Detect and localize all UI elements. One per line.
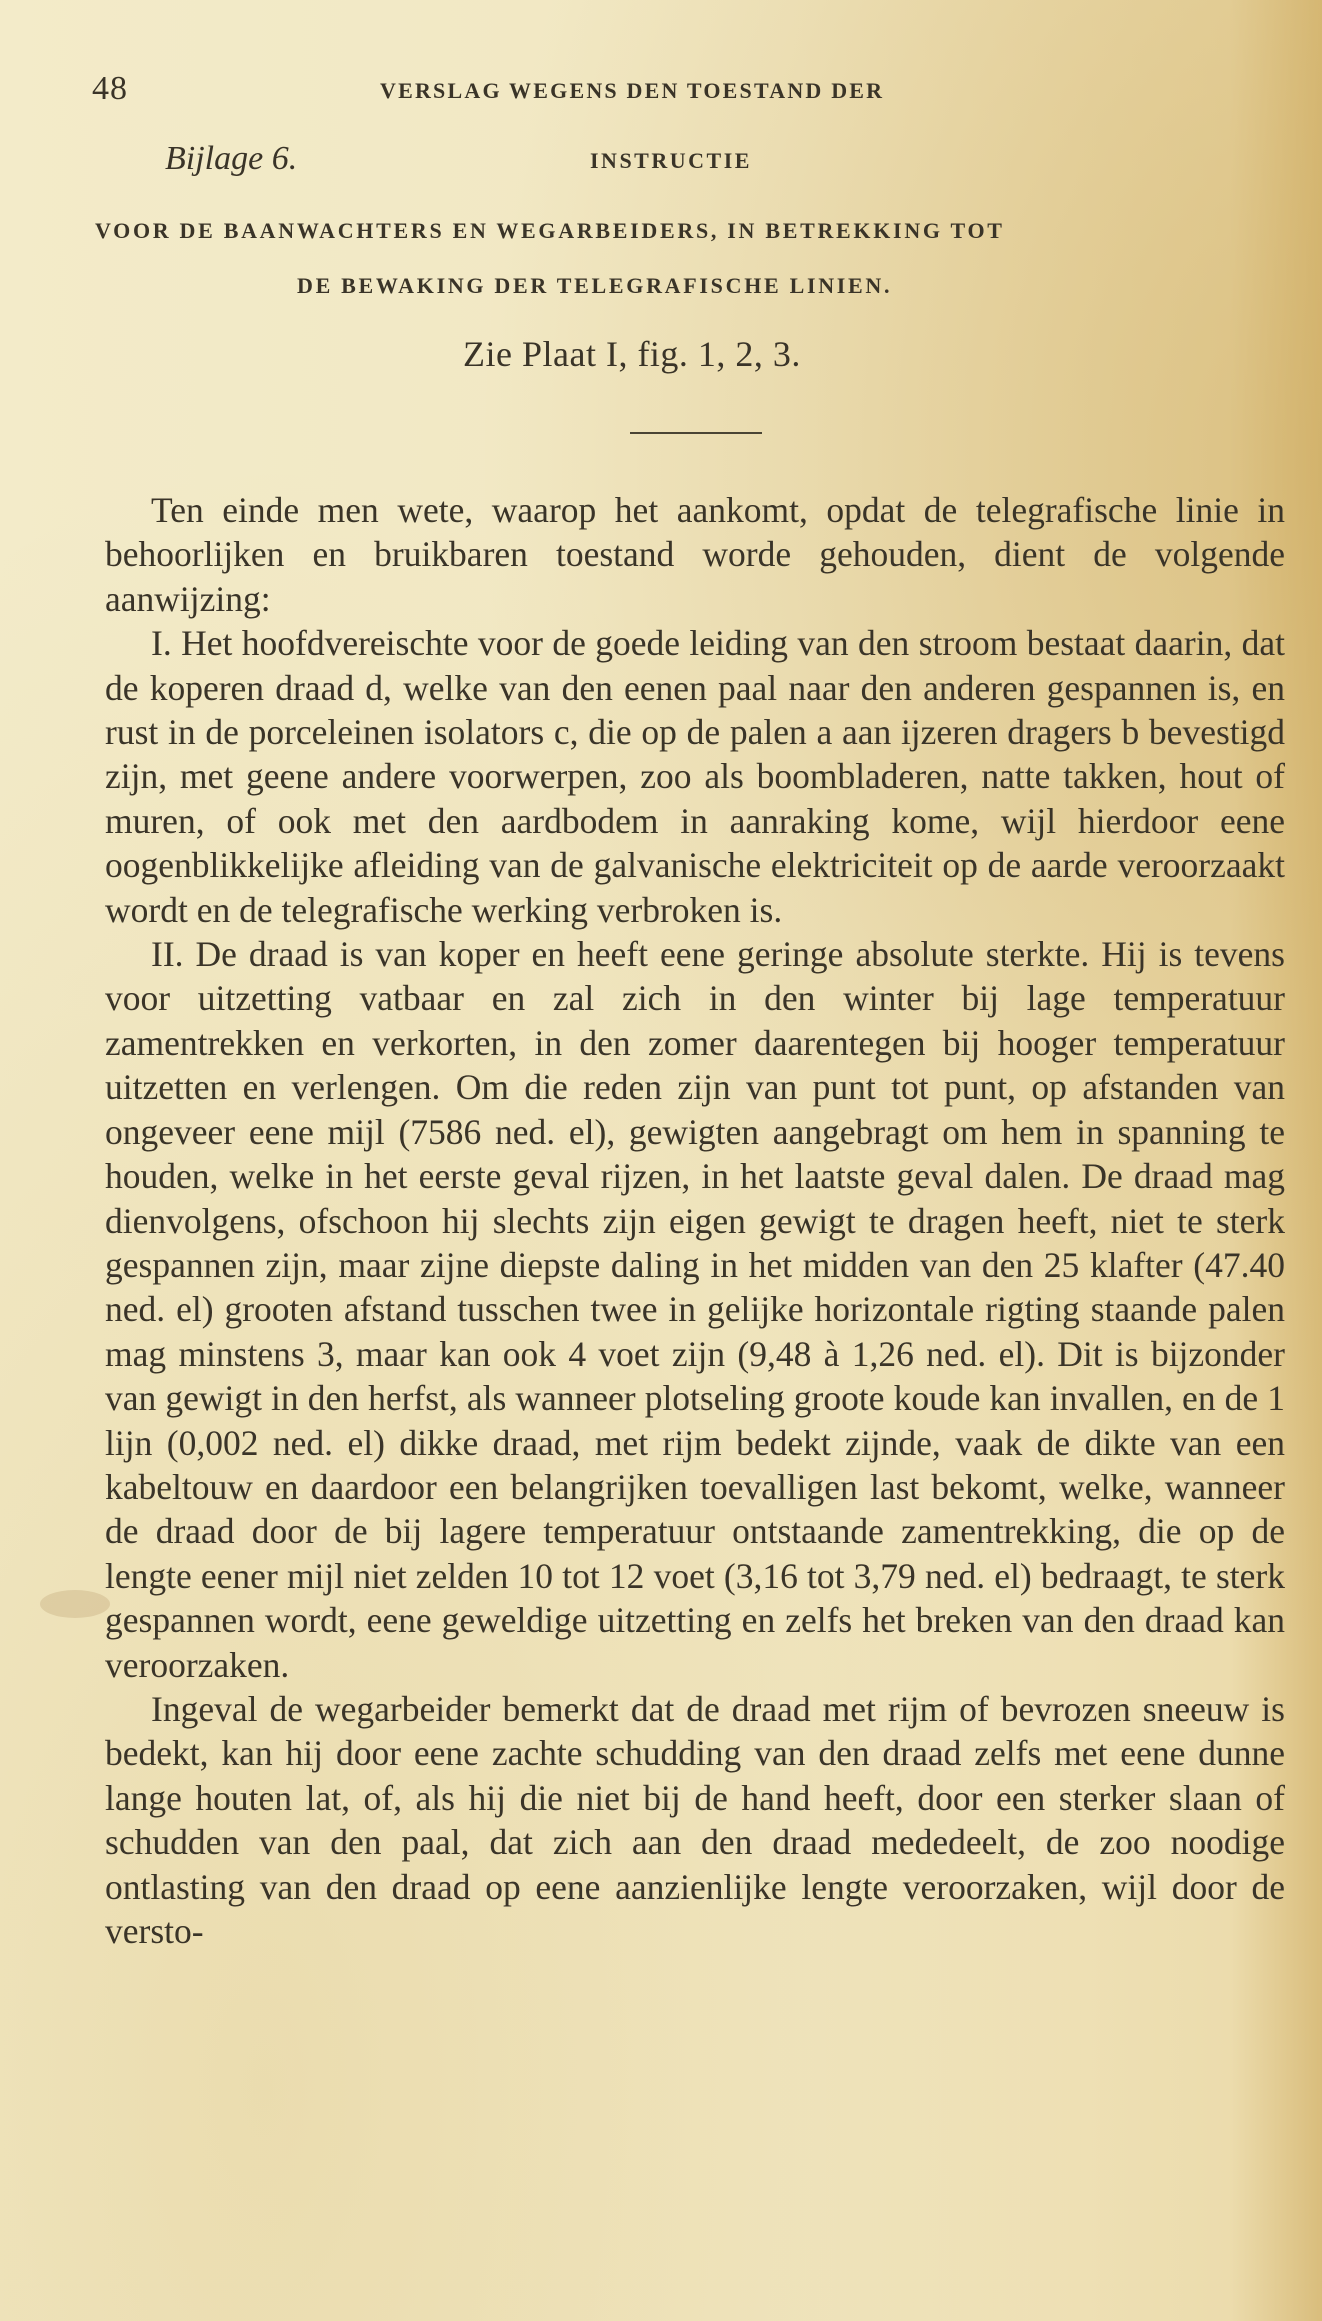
paragraph-ingeval: Ingeval de wegarbeider bemerkt dat de draad met rijm of bevrozen sneeuw is bedekt, kan hij door eene zachte schudding van den draad zelfs met eene dunne lange houten lat, of, als hij die niet bij de hand heeft, door een sterker slaan of schudden van den paal, dat zich aan den draad mededeelt, de zoo noodige ontlasting van den draad op eene aanzienlijke lengte veroorzaken, wijl door de versto- (105, 1688, 1285, 1951)
paragraph-section-2: II. De draad is van koper en heeft eene geringe absolute sterkte. Hij is tevens voor uitzetting vatbaar en zal zich in den winter bij lage temperatuur zamentrekken en verkorten, in den zomer daarentegen bij hooger temperatuur uitzetten en verlengen. Om die reden zijn van punt tot punt, op afstanden van ongeveer eene mijl (7586 ned. el), gewigten aangebragt om hem in spanning te houden, welke in het eerste geval rijzen, in het laatste geval dalen. De draad mag dienvolgens, ofschoon hij slechts zijn eigen gewigt te dragen heeft, niet te sterk gespannen zijn, maar zijne diepste daling in het midden van den 25 klafter (47.40 ned. el) grooten afstand tusschen twee in gelijke horizontale rigting staande palen mag minstens 3, maar kan ook 4 voet zijn (9,48 à 1,26 ned. el). Dit is bijzonder van gewigt in den herfst, als wanneer plotseling groote koude kan invallen, en de 1 lijn (0,002 ned. el) dikke draad, met rijm bedekt zijnde, vaak de dikte van een kabeltouw en daardoor een belangrijken toevalligen last bekomt, welke, wanneer de draad door de bij lagere temperatuur ontstaande zamentrekking, die op de lengte eener mijl niet zelden 10 tot 12 voet (3,16 tot 3,79 ned. el) bedraagt, te sterk gespannen wordt, eene geweldige uitzetting en zelfs het breken van den draad kan veroorzaken. (105, 934, 1285, 1685)
plate-reference: Zie Plaat I, fig. 1, 2, 3. (463, 334, 801, 374)
paragraph-section-1: I. Het hoofdvereischte voor de goede leiding van den stroom bestaat daarin, dat de koperen draad d, welke van den eenen paal naar den anderen gespannen is, en rust in de porceleinen isolators c, die op de palen a aan ijzeren dragers b bevestigd zijn, met geene andere voorwerpen, zoo als boombladeren, natte takken, hout of muren, of ook met den aardbodem in aanraking kome, wijl hierdoor eene oogenblikkelijke afleiding van de galvanische elektriciteit op de aarde veroorzaakt wordt en de telegrafische werking verbroken is. (105, 623, 1285, 930)
appendix-label: Bijlage 6. (165, 140, 298, 177)
heading-subtitle-line1: VOOR DE BAANWACHTERS EN WEGARBEIDERS, IN BETREKKING TOT (95, 218, 1005, 243)
body-text (105, 488, 1285, 1953)
running-head (0, 70, 1322, 110)
heading-subtitle-line2: DE BEWAKING DER TELEGRAFISCHE LINIEN. (297, 273, 893, 298)
paragraph-intro: Ten einde men wete, waarop het aankomt, opdat de telegrafische linie in behoorlijken en bruikbaren toestand worde gehouden, dient de volgende aanwijzing: (105, 490, 1285, 619)
separator-rule (630, 432, 762, 434)
page-number: 48 (92, 70, 128, 107)
paper-stain (40, 1590, 110, 1618)
heading-instructie: INSTRUCTIE (590, 148, 752, 173)
running-title: VERSLAG WEGENS DEN TOESTAND DER (380, 78, 885, 103)
